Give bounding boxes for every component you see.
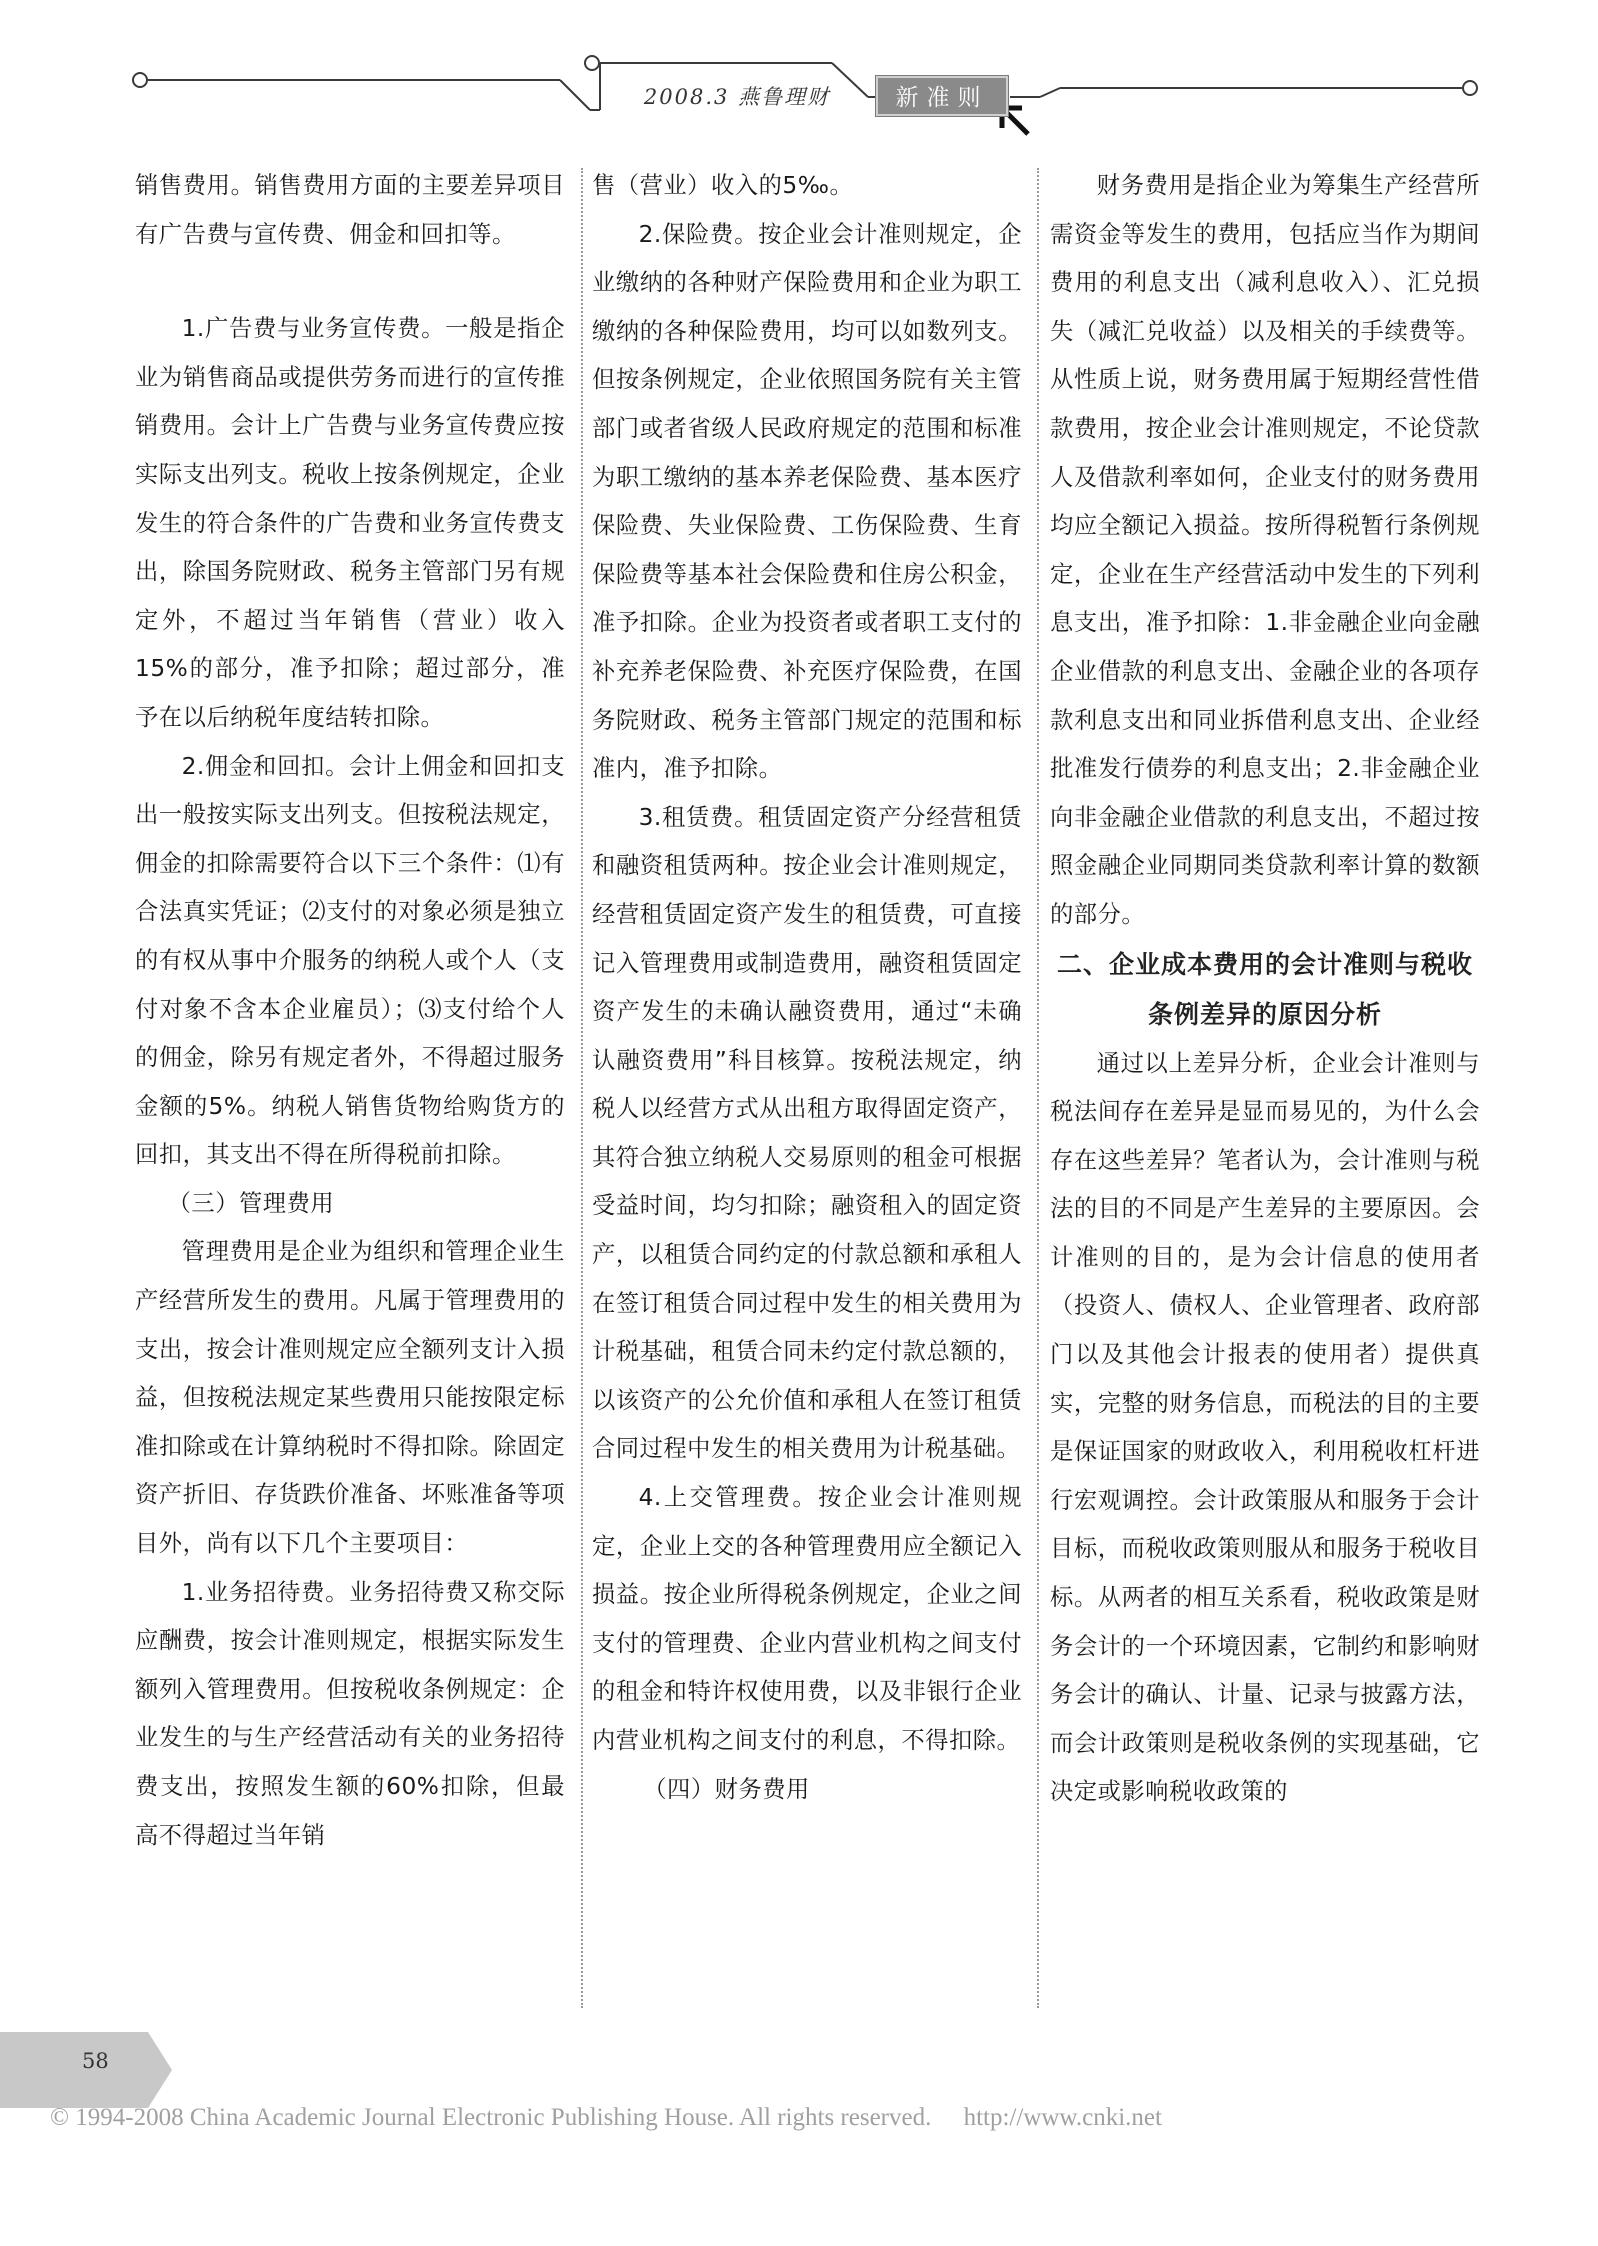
column-divider xyxy=(1037,168,1039,2008)
paragraph: 4.上交管理费。按企业会计准则规定，企业上交的各种管理费用应全额记入损益。按企业所得税条例规定，企业之间支付的管理费、企业内营业机构之间支付的租金和特许权使用费，以及非银行企业内营业机构之间支付的利息，不得扣除。 xyxy=(592,1484,1022,1754)
copyright-text: © 1994-2008 China Academic Journal Electronic Publishing House. All rights reserved. xyxy=(50,2104,932,2131)
column-divider xyxy=(581,168,583,2008)
cnki-link[interactable]: http://www.cnki.net xyxy=(963,2104,1162,2131)
subsection-heading: （四）财务费用 xyxy=(643,1775,810,1803)
column-3 xyxy=(1050,162,1480,2012)
copyright-footer xyxy=(50,2104,1162,2132)
paragraph: 2.保险费。按企业会计准则规定，企业缴纳的各种财产保险费用和企业为职工缴纳的各种保险费用，均可以如数列支。但按条例规定，企业依照国务院有关主管部门或者省级人民政府规定的范围和标准为职工缴纳的基本养老保险费、基本医疗保险费、失业保险费、工伤保险费、生育保险费等基本社会保险费和住房公积金，准予扣除。企业为投资者或者职工支付的补充养老保险费、补充医疗保险费，在国务院财政、税务主管部门规定的范围和标准内，准予扣除。 xyxy=(592,220,1022,783)
paragraph: 财务费用是指企业为筹集生产经营所需资金等发生的费用，包括应当作为期间费用的利息支出（减利息收入）、汇兑损失（减汇兑收益）以及相关的手续费等。从性质上说，财务费用属于短期经营性借款费用，按企业会计准则规定，不论贷款人及借款利率如何，企业支付的财务费用均应全额记入损益。按所得税暂行条例规定，企业在生产经营活动中发生的下列利息支出，准予扣除：1.非金融企业向金融企业借款的利息支出、金融企业的各项存款利息支出和同业拆借利息支出、企业经批准发行债券的利息支出；2.非金融企业向非金融企业借款的利息支出，不超过按照金融企业同期同类贷款利率计算的数额的部分。 xyxy=(1050,172,1480,928)
paragraph: 销售费用。销售费用方面的主要差异项目有广告费与宣传费、佣金和回扣等。 xyxy=(135,172,565,248)
page-number: 58 xyxy=(82,2049,109,2073)
subsection-heading: （三）管理费用 xyxy=(167,1189,335,1217)
paragraph: 1.业务招待费。业务招待费又称交际应酬费，按会计准则规定，根据实际发生额列入管理费用。但按税收条例规定：企业发生的与生产经营活动有关的业务招待费支出，按照发生额的60%扣除，但最高不得超过当年销 xyxy=(135,1578,565,1849)
section-heading: 二、企业成本费用的会计准则与税收条例差异的原因分析 xyxy=(1056,949,1473,1029)
paragraph: 2.佣金和回扣。会计上佣金和回扣支出一般按实际支出列支。但按税法规定，佣金的扣除需要符合以下三个条件：⑴有合法真实凭证；⑵支付的对象必须是独立的有权从事中介服务的纳税人或个人（支付对象不含本企业雇员）；⑶支付给个人的佣金，除另有规定者外，不得超过服务金额的5%。纳税人销售货物给购货方的回扣，其支出不得在所得税前扣除。 xyxy=(135,752,565,1169)
column-1 xyxy=(135,162,565,2012)
paragraph: 1.广告费与业务宣传费。一般是指企业为销售商品或提供劳务而进行的宣传推销费用。会计上广告费与业务宣传费应按实际支出列支。税收上按条例规定，企业发生的符合条件的广告费和业务宣传费支出，除国务院财政、税务主管部门另有规定外，不超过当年销售（营业）收入15%的部分，准予扣除；超过部分，准予在以后纳税年度结转扣除。 xyxy=(135,315,565,731)
column-2 xyxy=(592,162,1022,2012)
paragraph: 售（营业）收入的5‰。 xyxy=(592,172,854,199)
journal-issue: 2008.3 燕鲁理财 xyxy=(643,85,831,109)
paragraph: 管理费用是企业为组织和管理企业生产经营所发生的费用。凡属于管理费用的支出，按会计准则规定应全额列支计入损益，但按税法规定某些费用只能按限定标准扣除或在计算纳税时不得扣除。除固定资产折旧、存货跌价准备、坏账准备等项目外，尚有以下几个主要项目： xyxy=(135,1238,565,1558)
paragraph: 3.租赁费。租赁固定资产分经营租赁和融资租赁两种。按企业会计准则规定，经营租赁固定资产发生的租赁费，可直接记入管理费用或制造费用，融资租赁固定资产发生的未确认融资费用，通过“未确认融资费用”科目核算。按税法规定，纳税人以经营方式从出租方取得固定资产，其符合独立纳税人交易原则的租金可根据受益时间，均匀扣除；融资租入的固定资产，以租赁合同约定的付款总额和承租人在签订租赁合同过程中发生的相关费用为计税基础，租赁合同未约定付款总额的，以该资产的公允价值和承租人在签订租赁合同过程中发生的相关费用为计税基础。 xyxy=(592,803,1022,1463)
section-tag: 新准则 xyxy=(876,76,1008,116)
paragraph: 通过以上差异分析，企业会计准则与税法间存在差异是显而易见的，为什么会存在这些差异？笔者认为，会计准则与税法的目的不同是产生差异的主要原因。会计准则的目的，是为会计信息的使用者（投资人、债权人、企业管理者、政府部门以及其他会计报表的使用者）提供真实，完整的财务信息，而税法的目的主要是保证国家的财政收入，利用税收杠杆进行宏观调控。会计政策服从和服务于会计目标，而税收政策则服从和服务于税收目标。从两者的相互关系看，税收政策是财务会计的一个环境因素，它制约和影响财务会计的确认、计量、记录与披露方法，而会计政策则是税收条例的实现基础，它决定或影响税收政策的 xyxy=(1050,1049,1480,1806)
